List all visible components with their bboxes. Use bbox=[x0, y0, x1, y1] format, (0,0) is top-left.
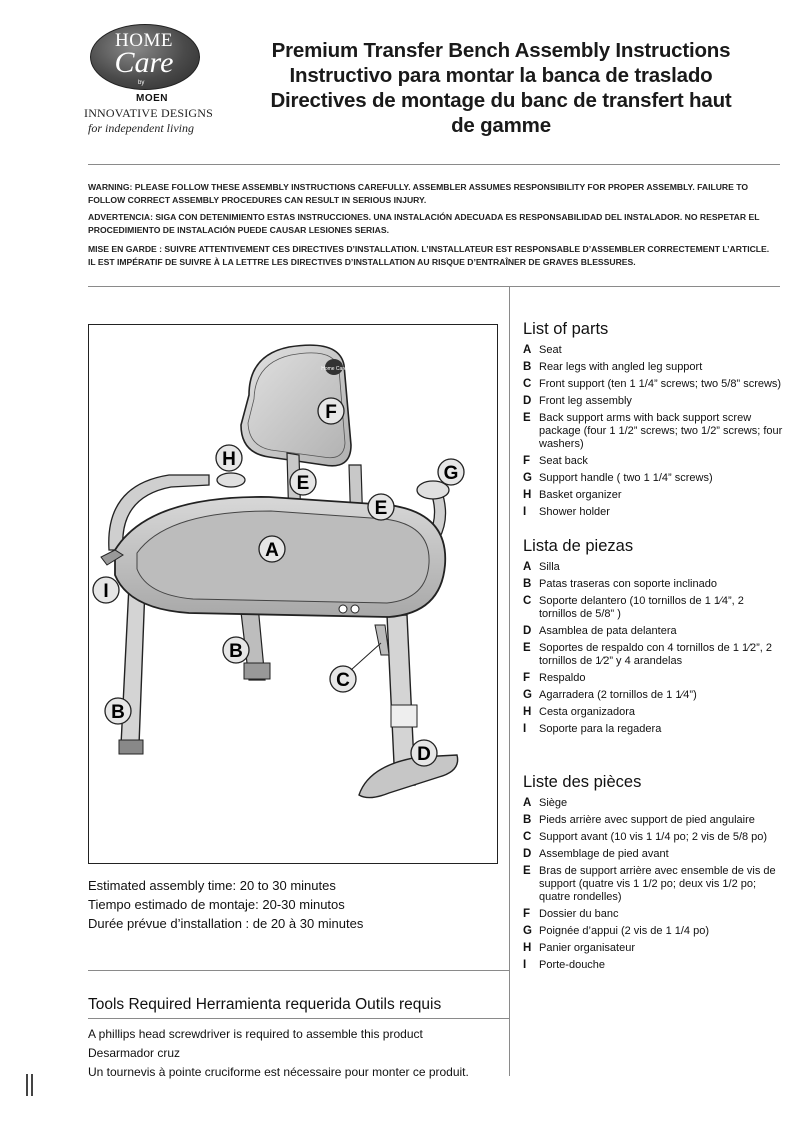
parts-item bbox=[523, 689, 783, 702]
title-en: Premium Transfer Bench Assembly Instructions bbox=[271, 39, 731, 62]
parts-item-letter: G bbox=[523, 472, 532, 484]
parts-item-letter: H bbox=[523, 489, 532, 501]
parts-item bbox=[523, 831, 783, 844]
parts-item-text: Patas traseras con soporte inclinado bbox=[539, 578, 717, 590]
logo-moen-text: MOEN bbox=[136, 93, 168, 104]
callout-b-middle bbox=[223, 637, 249, 663]
svg-text:G: G bbox=[443, 463, 459, 484]
callout-c bbox=[330, 666, 356, 692]
warning-divider bbox=[88, 286, 780, 287]
parts-item bbox=[523, 395, 783, 408]
tools-line-en: A phillips head screwdriver is required to assemble this product bbox=[88, 1027, 423, 1041]
parts-list-fr bbox=[523, 797, 783, 976]
parts-item-text: Poignée d’appui (2 vis de 1 1/4 po) bbox=[539, 925, 710, 937]
parts-item-text: Basket organizer bbox=[539, 489, 622, 501]
parts-item bbox=[523, 625, 783, 638]
parts-item-letter: F bbox=[523, 908, 531, 920]
callout-i bbox=[93, 577, 119, 603]
title-divider bbox=[88, 164, 780, 165]
parts-item-letter: E bbox=[523, 865, 531, 877]
time-fr: Durée prévue d’installation : de 20 à 30 minutes bbox=[88, 916, 364, 931]
svg-text:A: A bbox=[265, 540, 279, 561]
parts-item-letter: B bbox=[523, 578, 532, 590]
title-fr: Directives de montage du banc de transfert haut bbox=[270, 89, 732, 112]
parts-item-text: Soportes de respaldo con 4 tornillos de 1 1⁄2”, 2 tornillos de 1⁄2” y 4 arandelas bbox=[539, 642, 772, 667]
page-title bbox=[236, 38, 766, 138]
svg-text:C: C bbox=[336, 670, 350, 691]
basket-organizer bbox=[217, 473, 245, 487]
parts-item bbox=[523, 595, 783, 621]
parts-item-letter: H bbox=[523, 706, 532, 718]
parts-heading-fr: Liste des pièces bbox=[523, 773, 642, 791]
parts-list-en bbox=[523, 344, 783, 523]
parts-item-text: Cesta organizadora bbox=[539, 706, 636, 718]
callout-d bbox=[411, 740, 437, 766]
callout-g bbox=[438, 459, 464, 485]
parts-item-letter: D bbox=[523, 848, 532, 860]
logo-innovative-designs: INNOVATIVE DESIGNS bbox=[84, 106, 214, 120]
parts-item-text: Seat bbox=[539, 344, 562, 356]
column-divider bbox=[509, 286, 510, 1076]
parts-item-text: Silla bbox=[539, 561, 560, 573]
parts-item-letter: I bbox=[523, 506, 527, 518]
svg-text:E: E bbox=[296, 473, 310, 494]
callout-b-left bbox=[105, 698, 131, 724]
parts-item-letter: D bbox=[523, 625, 532, 637]
parts-item-letter: A bbox=[523, 344, 532, 356]
parts-item-text: Shower holder bbox=[539, 506, 610, 518]
parts-item-text: Front support (ten 1 1/4” screws; two 5/8” screws) bbox=[539, 378, 782, 390]
parts-item-letter: E bbox=[523, 642, 531, 654]
parts-item-text: Pieds arrière avec support de pied angulaire bbox=[539, 814, 755, 826]
parts-item-text: Support handle ( two 1 1/4” screws) bbox=[539, 472, 713, 484]
parts-item-text: Soporte delantero (10 tornillos de 1 1⁄4”, 2 tornillos de 5/8” ) bbox=[539, 595, 744, 620]
parts-item bbox=[523, 959, 783, 972]
parts-item-text: Asamblea de pata delantera bbox=[539, 625, 677, 637]
callout-e-right bbox=[368, 494, 394, 520]
front-foot-d bbox=[359, 755, 458, 798]
callout-e-left bbox=[290, 469, 316, 495]
tools-divider bbox=[88, 1018, 509, 1019]
parts-item-text: Seat back bbox=[539, 455, 588, 467]
parts-item-text: Rear legs with angled leg support bbox=[539, 361, 703, 373]
rear-leg-foot-middle bbox=[244, 663, 270, 679]
parts-item-text: Respaldo bbox=[539, 672, 586, 684]
logo-by-text: by bbox=[138, 80, 145, 86]
parts-item-letter: B bbox=[523, 814, 532, 826]
parts-item bbox=[523, 412, 783, 451]
parts-item-letter: G bbox=[523, 689, 532, 701]
parts-item bbox=[523, 455, 783, 468]
parts-heading-es: Lista de piezas bbox=[523, 537, 634, 555]
parts-item bbox=[523, 925, 783, 938]
tools-line-fr: Un tournevis à pointe cruciforme est nécessaire pour monter ce produit. bbox=[88, 1065, 469, 1079]
parts-item-letter: A bbox=[523, 561, 532, 573]
parts-item-letter: H bbox=[523, 942, 532, 954]
tools-heading: Tools Required Herramienta requerida Outils requis bbox=[88, 996, 442, 1013]
parts-item-letter: I bbox=[523, 723, 527, 735]
parts-item-letter: C bbox=[523, 595, 532, 607]
parts-item-text: Soporte para la regadera bbox=[539, 723, 662, 735]
parts-item-text: Assemblage de pied avant bbox=[539, 848, 669, 860]
parts-item bbox=[523, 578, 783, 591]
parts-item bbox=[523, 472, 783, 485]
parts-item-letter: G bbox=[523, 925, 532, 937]
parts-item-letter: D bbox=[523, 395, 532, 407]
parts-item bbox=[523, 378, 783, 391]
parts-item-letter: I bbox=[523, 959, 527, 971]
parts-item-text: Support avant (10 vis 1 1/4 po; 2 vis de 5/8 po) bbox=[539, 831, 768, 843]
warning-es: ADVERTENCIA: SIGA CON DETENIMIENTO ESTAS INSTRUCCIONES. UNA INSTALACIÓN ADECUADA ES RESPONSABILIDAD DEL INSTALADOR. NO RESPETAR EL PROCEDIMIENTO DE INSTALACIÓN PUEDE CAUSAR LESIONES SERIAS. bbox=[88, 212, 760, 235]
time-es: Tiempo estimado de montaje: 20-30 minutos bbox=[88, 897, 345, 912]
parts-item-text: Agarradera (2 tornillos de 1 1⁄4”) bbox=[539, 689, 697, 701]
parts-item bbox=[523, 797, 783, 810]
parts-item-letter: C bbox=[523, 831, 532, 843]
seat-logo-text: Home Care bbox=[321, 366, 347, 372]
svg-text:H: H bbox=[222, 449, 236, 470]
parts-item bbox=[523, 344, 783, 357]
svg-text:B: B bbox=[229, 641, 243, 662]
title-fr-cont: de gamme bbox=[451, 114, 551, 137]
parts-item-text: Panier organisateur bbox=[539, 942, 636, 954]
parts-item-letter: F bbox=[523, 672, 531, 684]
parts-item-letter: F bbox=[523, 455, 531, 467]
parts-item-letter: E bbox=[523, 412, 531, 424]
bench-diagram bbox=[88, 324, 498, 864]
parts-item bbox=[523, 865, 783, 904]
parts-item bbox=[523, 814, 783, 827]
svg-text:E: E bbox=[374, 498, 388, 519]
parts-item-text: Dossier du banc bbox=[539, 908, 619, 920]
parts-item-text: Front leg assembly bbox=[539, 395, 632, 407]
parts-item bbox=[523, 361, 783, 374]
logo-tagline: for independent living bbox=[88, 121, 194, 135]
parts-item bbox=[523, 672, 783, 685]
parts-item bbox=[523, 848, 783, 861]
parts-item bbox=[523, 942, 783, 955]
svg-text:F: F bbox=[325, 402, 337, 423]
parts-item-text: Porte-douche bbox=[539, 959, 606, 971]
parts-item bbox=[523, 706, 783, 719]
front-leg-clamp bbox=[391, 705, 417, 727]
callout-f bbox=[318, 398, 344, 424]
parts-item-text: Bras de support arrière avec ensemble de vis de support (quatre vis 1 1/2 po; deux vis 1/2 po; quatre rondelles) bbox=[539, 865, 776, 903]
brand-logo bbox=[84, 20, 214, 140]
callout-a bbox=[259, 536, 285, 562]
parts-item bbox=[523, 908, 783, 921]
tools-line-es: Desarmador cruz bbox=[88, 1046, 181, 1060]
times-divider bbox=[88, 970, 509, 971]
parts-heading-en: List of parts bbox=[523, 320, 609, 338]
callout-h bbox=[216, 445, 242, 471]
rear-leg-foot-left bbox=[119, 740, 143, 754]
parts-item-letter: B bbox=[523, 361, 532, 373]
svg-text:I: I bbox=[103, 581, 109, 602]
parts-item-letter: A bbox=[523, 797, 532, 809]
parts-item-text: Siège bbox=[539, 797, 568, 809]
print-code-mark bbox=[22, 1060, 42, 1100]
title-es: Instructivo para montar la banca de traslado bbox=[289, 64, 713, 87]
logo-home-text: HOME bbox=[115, 30, 173, 51]
time-en: Estimated assembly time: 20 to 30 minutes bbox=[88, 878, 336, 893]
parts-item bbox=[523, 642, 783, 668]
parts-item bbox=[523, 561, 783, 574]
svg-text:B: B bbox=[111, 702, 125, 723]
parts-item bbox=[523, 506, 783, 519]
svg-text:D: D bbox=[417, 744, 431, 765]
parts-item bbox=[523, 723, 783, 736]
warning-en: WARNING: PLEASE FOLLOW THESE ASSEMBLY INSTRUCTIONS CAREFULLY. ASSEMBLER ASSUMES RESPONSIBILITY FOR PROPER ASSEMBLY. FAILURE TO FOLLOW CORRECT ASSEMBLY PROCEDURES CAN RESULT IN SERIOUS INJURY. bbox=[88, 182, 749, 205]
front-support-c bbox=[375, 625, 389, 655]
parts-item bbox=[523, 489, 783, 502]
parts-item-letter: C bbox=[523, 378, 532, 390]
logo-care-text: Care bbox=[114, 46, 174, 79]
parts-item-text: Back support arms with back support screw package (four 1 1/2” screws; two 1/2” screws; four washers) bbox=[539, 412, 783, 450]
warning-fr: MISE EN GARDE : SUIVRE ATTENTIVEMENT CES DIRECTIVES D’INSTALLATION. L’INSTALLATEUR EST RESPONSABLE D’ASSEMBLER CORRECTEMENT L’ARTICLE. IL EST IMPÉRATIF DE SUIVRE À LA LETTRE LES DIRECTIVES D’INSTALLATION AU RISQUE D’ENTRAÎNER DE GRAVES BLESSURES. bbox=[88, 244, 770, 267]
bench-illustration bbox=[89, 325, 497, 863]
parts-list-es bbox=[523, 561, 783, 740]
